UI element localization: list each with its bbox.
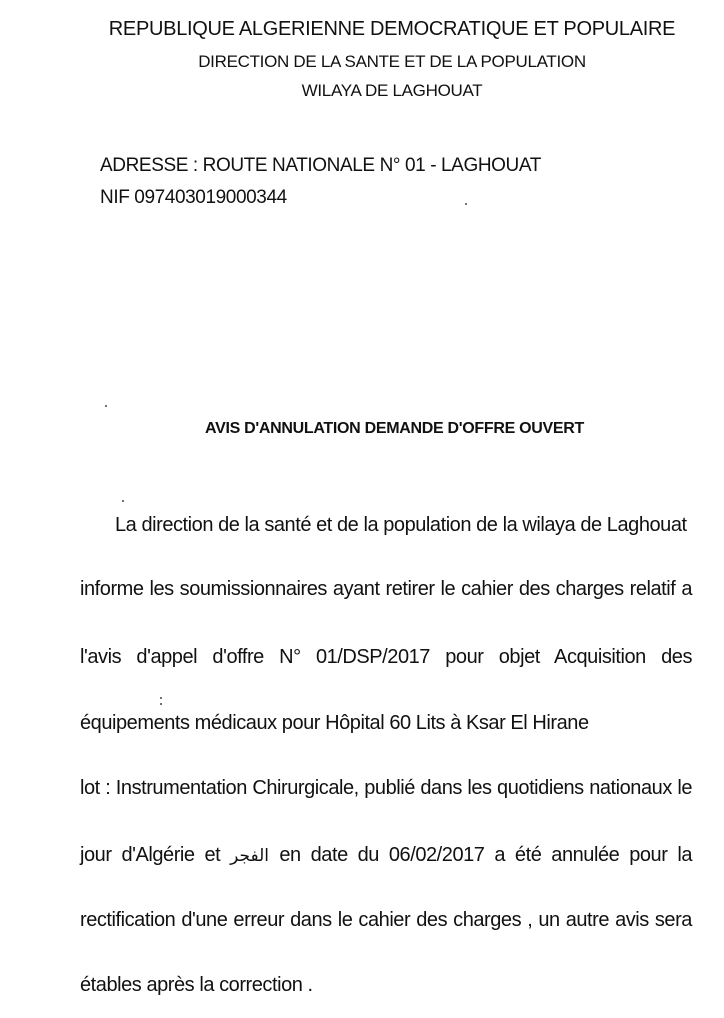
body-line-1: La direction de la santé et de la population de la wilaya de Laghouat <box>115 514 687 536</box>
body-line-5: lot : Instrumentation Chirurgicale, publié dans les quotidiens nationaux le <box>80 777 692 799</box>
body-line-6-start: jour d'Algérie et <box>80 844 221 866</box>
body-line-3: l'avis d'appel d'offre N° 01/DSP/2017 pour objet Acquisition des <box>80 646 692 668</box>
scan-speck <box>465 203 467 205</box>
scan-speck <box>160 703 162 705</box>
header-republic: REPUBLIQUE ALGERIENNE DEMOCRATIQUE ET POPULAIRE <box>108 18 676 40</box>
nif-line: NIF 097403019000344 <box>100 187 287 208</box>
body-line-2: informe les soumissionnaires ayant retirer le cahier des charges relatif a <box>80 578 692 600</box>
body-line-6 <box>80 844 692 867</box>
body-line-8: étables après la correction . <box>80 974 313 996</box>
body-line-6-end: en date du 06/02/2017 a été annulée pour la <box>279 844 692 866</box>
body-line-7: rectification d'une erreur dans le cahier des charges , un autre avis sera <box>80 909 692 931</box>
scan-speck <box>160 697 162 699</box>
notice-title: AVIS D'ANNULATION DEMANDE D'OFFRE OUVERT <box>205 420 585 437</box>
header-direction: DIRECTION DE LA SANTE ET DE LA POPULATION <box>198 52 586 71</box>
address-line: ADRESSE : ROUTE NATIONALE N° 01 - LAGHOUAT <box>100 155 541 176</box>
body-line-4: équipements médicaux pour Hôpital 60 Lits à Ksar El Hirane <box>80 712 589 734</box>
header-wilaya: WILAYA DE LAGHOUAT <box>301 81 483 100</box>
newspaper-name-arabic: الفجر <box>230 846 270 866</box>
scan-speck <box>122 500 124 502</box>
scan-speck <box>105 405 107 407</box>
